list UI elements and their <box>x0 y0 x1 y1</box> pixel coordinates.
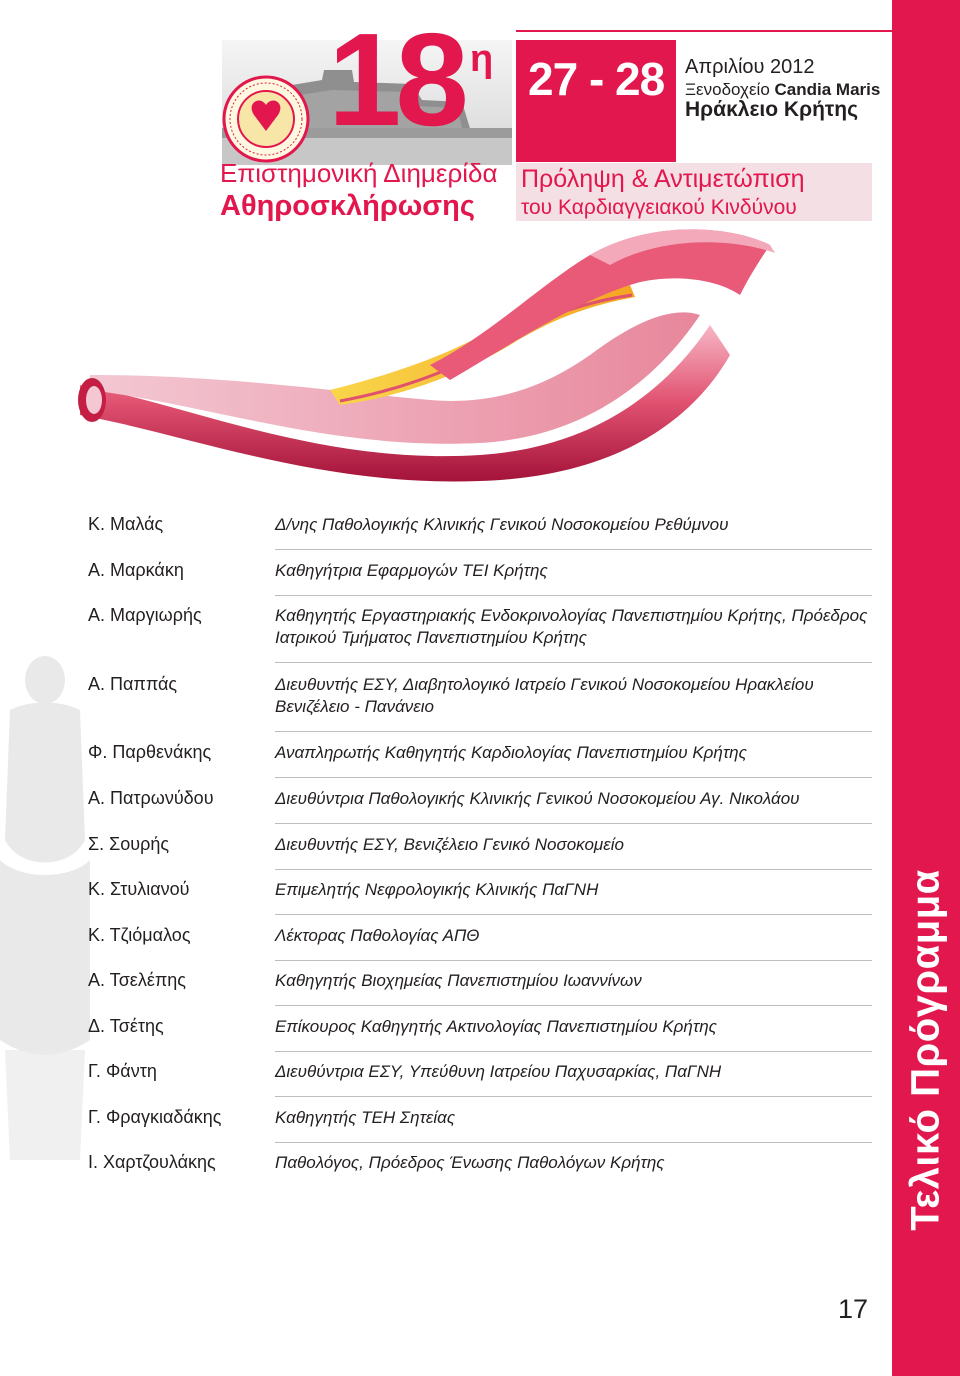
row-divider <box>275 731 872 732</box>
row-divider <box>275 1005 872 1006</box>
row-divider <box>275 960 872 961</box>
participant-name: Α. Μαρκάκη <box>88 560 184 580</box>
participant-name: Α. Παππάς <box>88 674 178 694</box>
participant-name: Ι. Χαρτζουλάκης <box>88 1152 216 1172</box>
participant-name: Γ. Φάντη <box>88 1061 157 1081</box>
participant-name: Α. Μαργιωρής <box>88 605 202 625</box>
row-divider <box>275 549 872 550</box>
event-dates: 27 - 28 <box>528 53 665 105</box>
participant-name: Δ. Τσέτης <box>88 1016 164 1036</box>
participant-title: Λέκτορας Παθολογίας ΑΠΘ <box>275 926 480 945</box>
participant-title: Παθολόγος, Πρόεδρος Ένωσης Παθολόγων Κρήτης <box>275 1153 665 1172</box>
row-divider <box>275 869 872 870</box>
participant-title: Καθηγητής Βιοχημείας Πανεπιστημίου Ιωαννίνων <box>275 971 642 990</box>
participant-title: Καθηγητής ΤΕΗ Σητείας <box>275 1108 456 1127</box>
participant-name: Α. Τσελέπης <box>88 970 186 990</box>
participant-name: Α. Πατρωνύδου <box>88 788 214 808</box>
participant-name: Κ. Στυλιανού <box>88 879 190 899</box>
edition-suffix: η <box>470 38 494 80</box>
row-divider <box>275 914 872 915</box>
participant-title: Διευθύντρια ΕΣΥ, Υπεύθυνη Ιατρείου Παχυσαρκίας, ΠαΓΝΗ <box>275 1062 722 1081</box>
participant-name: Γ. Φραγκιαδάκης <box>88 1107 222 1127</box>
hotel-name: Candia Maris <box>774 80 881 99</box>
event-name: Αθηροσκλήρωσης <box>220 190 475 222</box>
participant-title: Επιμελητής Νεφρολογικής Κλινικής ΠαΓΝΗ <box>275 880 599 899</box>
statue-watermark <box>0 640 90 1160</box>
edition-number: 18 <box>328 6 463 153</box>
row-divider <box>275 595 872 596</box>
row-divider <box>275 1096 872 1097</box>
participant-title: Διευθυντής ΕΣΥ, Βενιζέλειο Γενικό Νοσοκομείο <box>275 835 624 854</box>
participant-name: Φ. Παρθενάκης <box>88 742 212 762</box>
participant-title: Διευθυντής ΕΣΥ, Διαβητολογικό Ιατρείο Γενικού Νοσοκομείου Ηρακλείου Βενιζέλειο - Πανάνειο <box>275 675 814 716</box>
society-seal-icon <box>222 75 310 163</box>
row-divider <box>275 823 872 824</box>
hotel-line <box>685 80 880 100</box>
participant-title: Δ/νης Παθολογικής Κλινικής Γενικού Νοσοκομείου Ρεθύμνου <box>275 515 729 534</box>
city: Ηράκλειο Κρήτης <box>685 98 859 121</box>
row-divider <box>275 1051 872 1052</box>
artery-illustration <box>70 215 870 485</box>
hotel-prefix: Ξενοδοχείο <box>685 80 770 99</box>
row-divider <box>275 662 872 663</box>
participant-title: Καθηγητής Εργαστηριακής Ενδοκρινολογίας Πανεπιστημίου Κρήτης, Πρόεδρος Ιατρικού Τμήματος Πανεπιστημίου Κρήτης <box>275 606 868 647</box>
page-number: 17 <box>838 1294 869 1324</box>
participant-name: Κ. Τζιόμαλος <box>88 925 191 945</box>
participant-name: Σ. Σουρής <box>88 834 170 854</box>
event-type: Επιστημονική Διημερίδα <box>220 158 498 188</box>
participant-title: Διευθύντρια Παθολογικής Κλινικής Γενικού Νοσοκομείου Αγ. Νικολάου <box>275 789 800 808</box>
theme-line-2: του Καρδιαγγειακού Κινδύνου <box>521 196 797 219</box>
month-year: Απριλίου 2012 <box>685 56 815 78</box>
theme-line-1: Πρόληψη & Αντιμετώπιση <box>521 165 805 193</box>
participant-title: Αναπληρωτής Καθηγητής Καρδιολογίας Πανεπιστημίου Κρήτης <box>275 743 747 762</box>
row-divider <box>275 1142 872 1143</box>
row-divider <box>275 777 872 778</box>
side-label: Τελικό Πρόγραμμα <box>903 869 948 1231</box>
header-top-rule <box>516 30 892 32</box>
participant-title: Επίκουρος Καθηγητής Ακτινολογίας Πανεπιστημίου Κρήτης <box>275 1017 717 1036</box>
participant-title: Καθηγήτρια Εφαρμογών ΤΕΙ Κρήτης <box>275 561 548 580</box>
participant-name: Κ. Μαλάς <box>88 514 164 534</box>
